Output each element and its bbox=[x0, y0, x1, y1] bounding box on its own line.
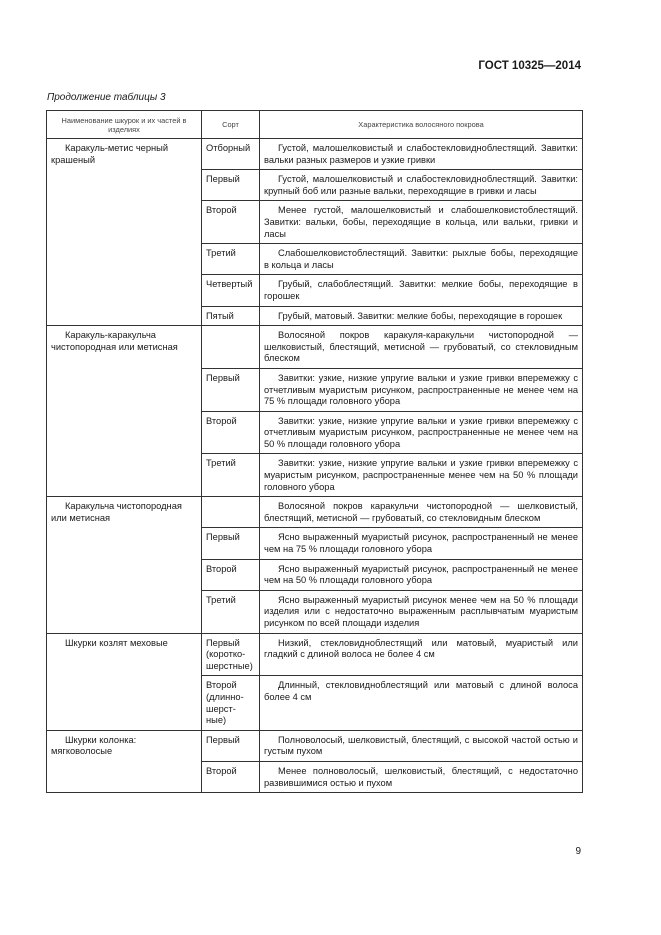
grade-cell: Третий bbox=[202, 244, 260, 275]
item-name-cell bbox=[47, 730, 202, 792]
description-cell: Волосяной покров каракуля-каракульчи чистопородной — шелковистый, блестящий, метисной — грубоватый, со стекловидным блеском bbox=[260, 326, 583, 369]
description-cell: Волосяной покров каракульчи чистопородной — шелковистый, блестящий, метисной — грубоватый, со стекловидным блеском bbox=[260, 497, 583, 528]
description-cell: Слабошелковистоблестящий. Завитки: рыхлые бобы, переходящие в кольца и ласы bbox=[260, 244, 583, 275]
table-row bbox=[47, 326, 583, 369]
item-name: Каракуль-каракульча чистопородная или метисная bbox=[51, 330, 178, 352]
description-cell: Ясно выраженный муаристый рисунок, распространенный не менее чем на 75 % площади головного убора bbox=[260, 528, 583, 559]
grade-cell: Второй bbox=[202, 201, 260, 244]
item-name-cell bbox=[47, 497, 202, 633]
description-cell: Густой, малошелковистый и слабостекловидноблестящий. Завитки: вальки разных размеров и узкие гривки bbox=[260, 139, 583, 170]
grade-cell: Первый bbox=[202, 730, 260, 761]
grade-cell: Первый (коротко-шерстные) bbox=[202, 633, 260, 676]
description-cell: Менее густой, малошелковистый и слабошелковистоблестящий. Завитки: вальки, бобы, переходящие в кольца, или вальки, гривки и ласы bbox=[260, 201, 583, 244]
grade-cell: Первый bbox=[202, 528, 260, 559]
item-name: Каракульча чистопородная или метисная bbox=[51, 501, 182, 523]
table-row bbox=[47, 730, 583, 761]
description-cell: Грубый, слабоблестящий. Завитки: мелкие бобы, переходящие в горошек bbox=[260, 275, 583, 306]
grade-cell: Второй bbox=[202, 411, 260, 454]
table-caption: Продолжение таблицы 3 bbox=[47, 92, 166, 103]
grade-cell: Третий bbox=[202, 590, 260, 633]
description-cell: Низкий, стекловидноблестящий или матовый, муаристый или гладкий с длиной волоса не более 4 см bbox=[260, 633, 583, 676]
table-header-row bbox=[47, 111, 583, 139]
grade-cell: Первый bbox=[202, 170, 260, 201]
description-cell: Менее полноволосый, шелковистый, блестящий, с недостаточно развившимися остью и пухом bbox=[260, 761, 583, 792]
grade-cell: Второй bbox=[202, 559, 260, 590]
grade-cell: Второй (длинно-шерст-ные) bbox=[202, 676, 260, 730]
column-header-name: Наименование шкурок и их частей в изделиях bbox=[47, 111, 202, 139]
grade-cell: Четвертый bbox=[202, 275, 260, 306]
column-header-grade: Сорт bbox=[202, 111, 260, 139]
table-row bbox=[47, 139, 583, 170]
page-number: 9 bbox=[575, 846, 581, 857]
description-cell: Ясно выраженный муаристый рисунок, распространенный не менее чем на 50 % площади головного убора bbox=[260, 559, 583, 590]
description-cell: Завитки: узкие, низкие упругие вальки и узкие гривки вперемежку с муаристым рисунком, распространенные менее чем на 50 % площади головного убора bbox=[260, 454, 583, 497]
description-cell: Завитки: узкие, низкие упругие вальки и узкие гривки вперемежку с отчетливым муаристым рисунком, распространенные не менее чем на 75 % площади головного убора bbox=[260, 368, 583, 411]
description-cell: Грубый, матовый. Завитки: мелкие бобы, переходящие в горошек bbox=[260, 306, 583, 326]
description-cell: Полноволосый, шелковистый, блестящий, с высокой частой остью и густым пухом bbox=[260, 730, 583, 761]
table-row bbox=[47, 633, 583, 676]
grade-cell: Второй bbox=[202, 761, 260, 792]
item-name-cell bbox=[47, 326, 202, 497]
item-name-cell bbox=[47, 139, 202, 326]
table-body bbox=[47, 139, 583, 793]
description-cell: Густой, малошелковистый и слабостекловидноблестящий. Завитки: крупный боб или разные вальки, переходящие в гривки и ласы bbox=[260, 170, 583, 201]
grade-cell bbox=[202, 497, 260, 528]
table-row bbox=[47, 497, 583, 528]
description-cell: Ясно выраженный муаристый рисунок менее чем на 50 % площади изделия или с недостаточно выраженным расплывчатым муаристым рисунком по всей площади изделия bbox=[260, 590, 583, 633]
grade-cell: Отборный bbox=[202, 139, 260, 170]
grade-cell bbox=[202, 326, 260, 369]
grade-cell: Пятый bbox=[202, 306, 260, 326]
description-cell: Длинный, стекловидноблестящий или матовый с длиной волоса более 4 см bbox=[260, 676, 583, 730]
document-code: ГОСТ 10325—2014 bbox=[478, 60, 581, 72]
column-header-description: Характеристика волосяного покрова bbox=[260, 111, 583, 139]
grade-cell: Первый bbox=[202, 368, 260, 411]
grade-table bbox=[46, 110, 583, 793]
description-cell: Завитки: узкие, низкие упругие вальки и узкие гривки вперемежку с отчетливым муаристым рисунком, распространенные не менее чем на 50 % площади головного убора bbox=[260, 411, 583, 454]
item-name: Шкурки козлят меховые bbox=[65, 637, 168, 648]
item-name: Каракуль-метис черный крашеный bbox=[51, 143, 169, 165]
grade-cell: Третий bbox=[202, 454, 260, 497]
item-name-cell bbox=[47, 633, 202, 730]
item-name: Шкурки колонка: мягковолосые bbox=[51, 734, 137, 757]
